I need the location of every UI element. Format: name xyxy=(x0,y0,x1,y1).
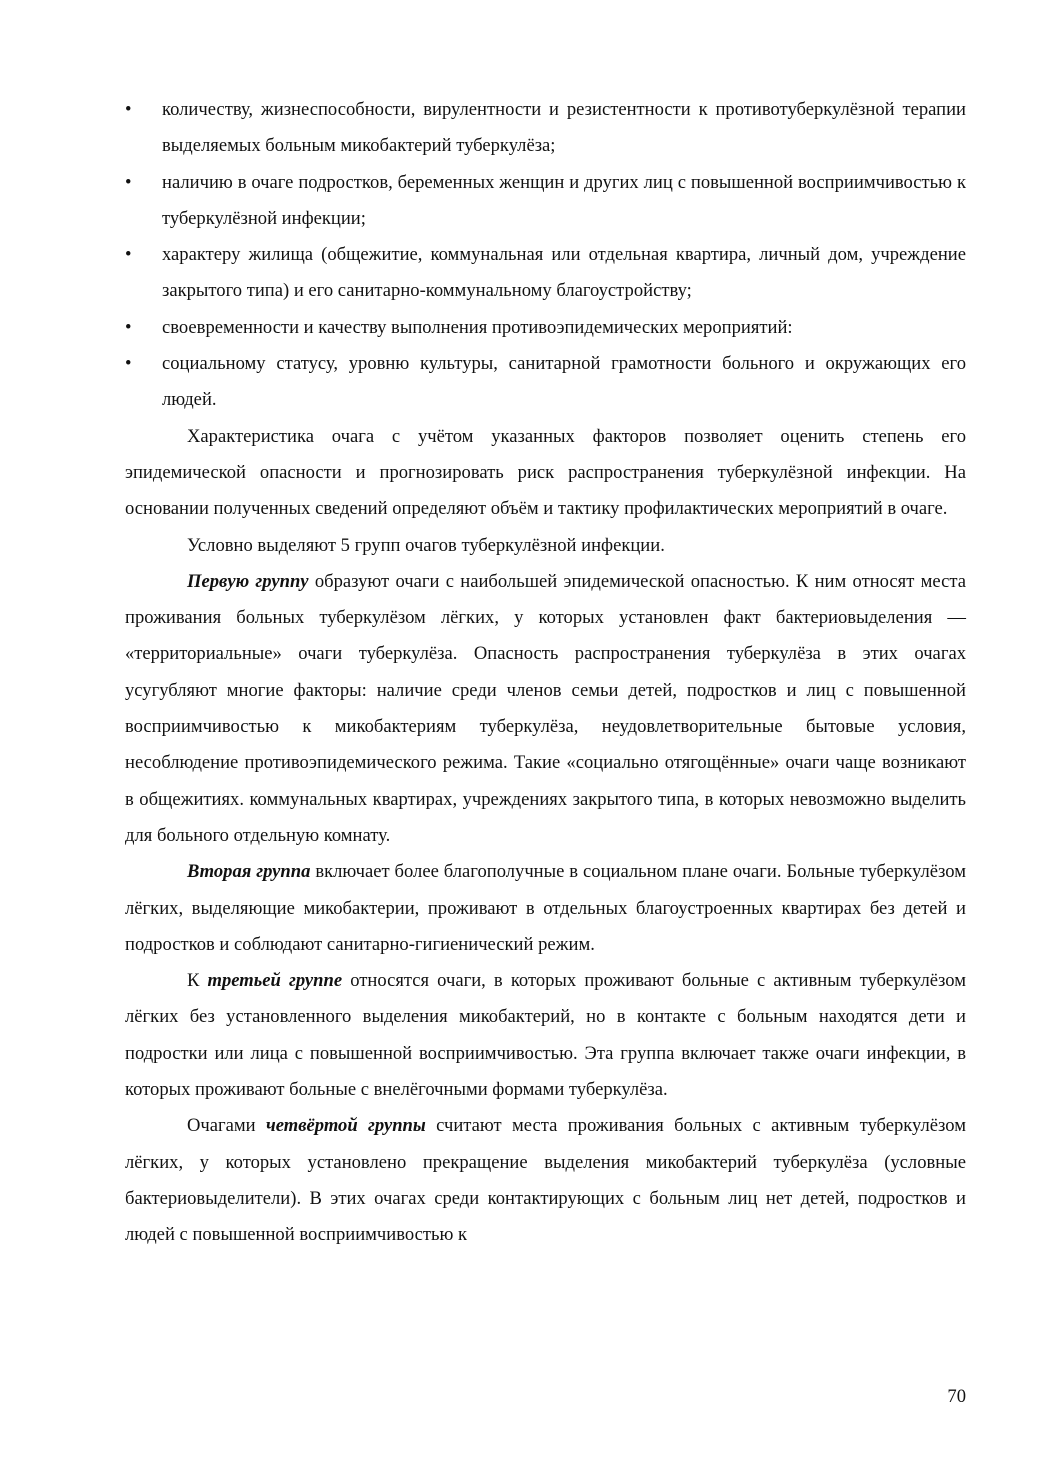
bullet-icon: • xyxy=(125,99,132,120)
paragraph-text: считают места проживания больных с активным туберкулёзом лёгких, у которых установлено прекращение выделения микобактерий туберкулёза (условные бактериовыделители). В этих очагах среди контактирующих с больным лиц нет детей, подростков и людей с повышенной восприимчивостью к xyxy=(125,1115,966,1246)
paragraph-text: образуют очаги с наибольшей эпидемической опасностью. К ним относят места проживания больных туберкулёзом лёгких, у которых установлен факт бактериовыделения — «территориальные» очаги туберкулёза. Опасность распространения туберкулёза в этих очагах усугубляют многие факторы: наличие среди членов семьи детей, подростков и лиц с повышенной восприимчивостью к микобактериям туберкулёза, неудовлетворительные бытовые условия, несоблюдение противоэпидемического режима. Такие «социально отягощённые» очаги чаще возникают в общежитиях. коммунальных квартирах, учреждениях закрытого типа, в которых невозможно выделить для больного отдельную комнату. xyxy=(125,570,966,846)
paragraph-text: относятся очаги, в которых проживают больные с активным туберкулёзом лёгких без установленного выделения микобактерий, но в контакте с больным находятся дети и подростки или лица с повышенной восприимчивостью. Эта группа включает также очаги инфекции, в которых проживают больные с внелёгочными формами туберкулёза. xyxy=(125,970,966,1101)
term-fourth-group: четвёртой группы xyxy=(265,1115,426,1137)
page-number: 70 xyxy=(947,1386,966,1407)
bullet-icon: • xyxy=(125,353,132,375)
list-item-text: наличию в очаге подростков, беременных женщин и других лиц с повышенной восприимчивостью к туберкулёзной инфекции; xyxy=(162,171,966,229)
term-third-group: третьей группе xyxy=(207,970,343,992)
paragraph-fourth-group xyxy=(125,1108,966,1253)
paragraph-groups-intro: Условно выделяют 5 групп очагов туберкулёзной инфекции. xyxy=(187,534,665,556)
list-item-text: своевременности и качеству выполнения противоэпидемических мероприятий: xyxy=(162,316,793,338)
paragraph-third-group xyxy=(125,963,966,1108)
list-item-text: характеру жилища (общежитие, коммунальная или отдельная квартира, личный дом, учреждение закрытого типа) и его санитарно-коммунальному благоустройству; xyxy=(162,244,966,302)
bullet-icon: • xyxy=(125,244,132,266)
paragraph-focus-characteristics: Характеристика очага с учётом указанных факторов позволяет оценить степень его эпидемической опасности и прогнозировать риск распространения туберкулёзной инфекции. На основании полученных сведений определяют объём и тактику профилактических мероприятий в очаге. xyxy=(125,425,966,520)
list-item-text: социальному статусу, уровню культуры, санитарной грамотности больного и окружающих его людей. xyxy=(162,353,966,411)
list-item xyxy=(125,237,966,310)
page-body xyxy=(125,92,966,1254)
bullet-icon: • xyxy=(125,316,132,338)
paragraph-second-group xyxy=(125,854,966,963)
factor-list xyxy=(125,92,966,419)
term-second-group: Вторая группа xyxy=(187,861,311,883)
list-item xyxy=(125,346,966,419)
paragraph-text: Очагами xyxy=(187,1115,266,1137)
paragraph-text: К xyxy=(187,970,208,992)
term-first-group: Первую группу xyxy=(187,570,309,592)
list-item xyxy=(125,165,966,238)
bullet-icon: • xyxy=(125,171,132,193)
list-item-text: количеству, жизнеспособности, вирулентности и резистентности к противотуберкулёзной терапии выделяемых больным микобактерий туберкулёза; xyxy=(162,99,966,157)
paragraph-first-group xyxy=(125,564,966,854)
list-item xyxy=(125,310,966,346)
paragraph-text: включает более благополучные в социальном плане очаги. Больные туберкулёзом лёгких, выделяющие микобактерии, проживают в отдельных благоустроенных квартирах без детей и подростков и соблюдают санитарно-гигиенический режим. xyxy=(125,861,966,955)
list-item xyxy=(125,92,966,165)
